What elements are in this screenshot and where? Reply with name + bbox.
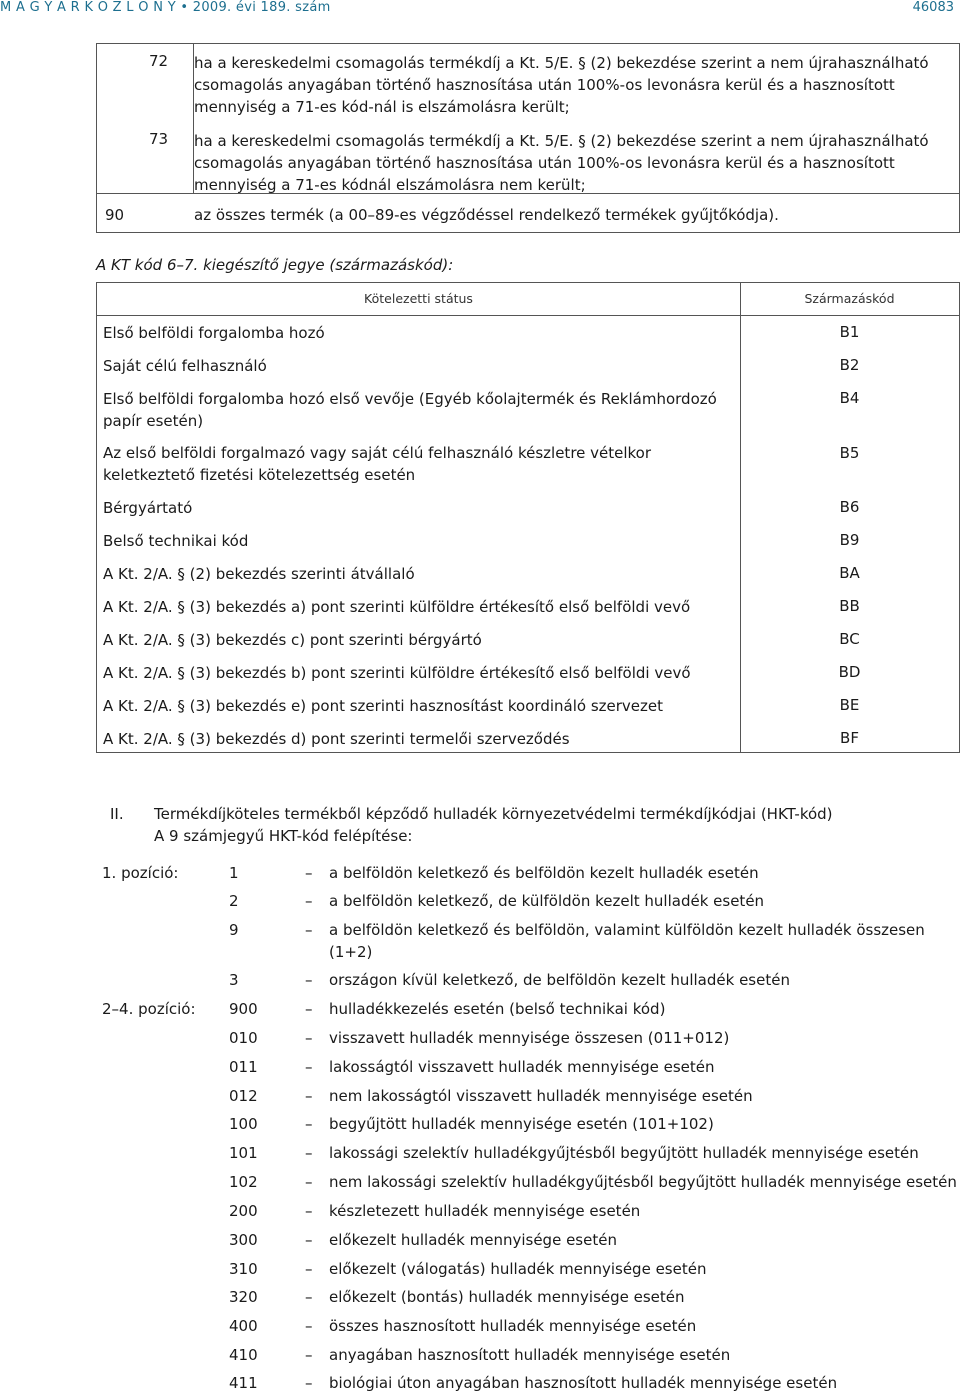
dash: – <box>305 1173 313 1191</box>
status-cell: A Kt. 2/A. § (3) bekezdés a) pont szerinti külföldre értékesítő első belföldi vevő <box>103 598 691 616</box>
hkt-description: begyűjtött hulladék mennyisége esetén (101+102) <box>329 1115 714 1133</box>
status-cell: Az első belföldi forgalmazó vagy saját célú felhasználó készletre vételkor keletkeztető fizetési kötelezettség esetén <box>103 444 652 484</box>
dash: – <box>305 921 313 939</box>
hkt-description: előkezelt (válogatás) hulladék mennyisége esetén <box>329 1260 707 1278</box>
column-header-status: Kötelezetti státus <box>364 291 473 306</box>
hkt-code: 200 <box>229 1202 258 1220</box>
code-cell: BA <box>839 564 860 582</box>
dash: – <box>305 892 313 910</box>
hkt-description: biológiai úton anyagában hasznosított hulladék mennyisége esetén <box>329 1374 838 1392</box>
status-cell: Belső technikai kód <box>103 532 249 550</box>
row-code: 73 <box>149 130 169 148</box>
hkt-description: anyagában hasznosított hulladék mennyisége esetén <box>329 1346 731 1364</box>
hkt-code: 410 <box>229 1346 258 1364</box>
hkt-code: 400 <box>229 1317 258 1335</box>
status-cell: A Kt. 2/A. § (3) bekezdés e) pont szerinti hasznosítást koordináló szervezet <box>103 697 663 715</box>
hkt-code: 1 <box>229 864 239 882</box>
status-cell: Első belföldi forgalomba hozó <box>103 324 325 342</box>
dash: – <box>305 1288 313 1306</box>
hkt-code: 3 <box>229 971 239 989</box>
code-cell: BE <box>839 696 860 714</box>
status-cell: Első belföldi forgalomba hozó első vevője (Egyéb kőolajtermék és Reklámhordozó papír esetén) <box>103 390 717 430</box>
hkt-code: 011 <box>229 1058 258 1076</box>
hkt-code: 012 <box>229 1087 258 1105</box>
hkt-code: 102 <box>229 1173 258 1191</box>
dash: – <box>305 1058 313 1076</box>
code-cell: B9 <box>839 531 860 549</box>
status-cell: A Kt. 2/A. § (3) bekezdés d) pont szerinti termelői szerveződés <box>103 730 570 748</box>
column-header-code: Származáskód <box>804 291 895 306</box>
hkt-code: 900 <box>229 1000 258 1018</box>
code-cell: BD <box>838 663 861 681</box>
section-number: II. <box>110 805 124 823</box>
code-cell: BB <box>839 597 860 615</box>
dash: – <box>305 1346 313 1364</box>
hkt-code: 101 <box>229 1144 258 1162</box>
status-cell: Bérgyártató <box>103 499 193 517</box>
table-divider <box>97 315 959 316</box>
hkt-code: 310 <box>229 1260 258 1278</box>
row-text: ha a kereskedelmi csomagolás termékdíj a Kt. 5/E. § (2) bekezdése szerint a nem újrahasználható csomagolás anyagában történő hasznosítása után 100%-os levonásra kerül és a hasznosított mennyiség a 71-es kód-nál is elszámolásra került; <box>194 54 929 116</box>
hkt-code: 300 <box>229 1231 258 1249</box>
dash: – <box>305 1260 313 1278</box>
code-cell: B2 <box>839 356 860 374</box>
code-cell: B6 <box>839 498 860 516</box>
hkt-description: lakosságtól visszavett hulladék mennyisége esetén <box>329 1058 715 1076</box>
dash: – <box>305 1231 313 1249</box>
position-label: 2–4. pozíció: <box>102 1000 196 1018</box>
hkt-description: előkezelt (bontás) hulladék mennyisége esetén <box>329 1288 685 1306</box>
code-cell: BC <box>839 630 860 648</box>
hkt-code: 100 <box>229 1115 258 1133</box>
dash: – <box>305 1374 313 1392</box>
hkt-code: 411 <box>229 1374 258 1392</box>
status-cell: A Kt. 2/A. § (3) bekezdés b) pont szerinti külföldre értékesítő első belföldi vevő <box>103 664 691 682</box>
hkt-description: nem lakossági szelektív hulladékgyűjtésből begyűjtött hulladék mennyisége esetén <box>329 1173 957 1191</box>
row-code: 72 <box>149 52 169 70</box>
section-title: Termékdíjköteles termékből képződő hulladék környezetvédelmi termékdíjkódjai (HKT-kód) <box>154 805 833 823</box>
status-cell: A Kt. 2/A. § (3) bekezdés c) pont szerinti bérgyártó <box>103 631 482 649</box>
dash: – <box>305 1000 313 1018</box>
dash: – <box>305 1202 313 1220</box>
origin-code-table <box>96 282 960 753</box>
hkt-description: országon kívül keletkező, de belföldön kezelt hulladék esetén <box>329 971 790 989</box>
dash: – <box>305 1029 313 1047</box>
hkt-description: készletezett hulladék mennyisége esetén <box>329 1202 641 1220</box>
top-code-table <box>96 43 960 233</box>
hkt-description: a belföldön keletkező és belföldön, valamint külföldön kezelt hulladék összesen (1+2) <box>329 921 925 961</box>
origin-code-caption: A KT kód 6–7. kiegészítő jegye (származáskód): <box>96 256 454 274</box>
hkt-description: lakossági szelektív hulladékgyűjtésből begyűjtött hulladék mennyisége esetén <box>329 1144 919 1162</box>
page-number: 46083 <box>912 0 954 15</box>
hkt-description: összes hasznosított hulladék mennyisége esetén <box>329 1317 697 1335</box>
section-subtitle: A 9 számjegyű HKT-kód felépítése: <box>154 827 413 845</box>
hkt-description: a belföldön keletkező, de külföldön kezelt hulladék esetén <box>329 892 765 910</box>
hkt-code: 010 <box>229 1029 258 1047</box>
running-head: M A G Y A R K Ö Z L Ö N Y • 2009. évi 189. szám <box>0 0 331 15</box>
hkt-description: hulladékkezelés esetén (belső technikai kód) <box>329 1000 666 1018</box>
code-cell: BF <box>840 729 859 747</box>
dash: – <box>305 1144 313 1162</box>
section-title-block <box>154 805 954 845</box>
table-divider <box>740 283 741 752</box>
dash: – <box>305 971 313 989</box>
hkt-description: visszavett hulladék mennyisége összesen (011+012) <box>329 1029 730 1047</box>
dash: – <box>305 1317 313 1335</box>
dash: – <box>305 1087 313 1105</box>
status-cell: Saját célú felhasználó <box>103 357 267 375</box>
row-text: ha a kereskedelmi csomagolás termékdíj a Kt. 5/E. § (2) bekezdése szerint a nem újrahasználható csomagolás anyagában történő hasznosítása után 100%-os levonásra kerül és a hasznosított mennyiség a 71-es kódnál elszámolásra nem került; <box>194 132 929 194</box>
code-cell: B5 <box>839 444 860 462</box>
code-cell: B4 <box>839 389 860 407</box>
hkt-code: 320 <box>229 1288 258 1306</box>
status-cell: A Kt. 2/A. § (2) bekezdés szerinti átvállaló <box>103 565 415 583</box>
hkt-code: 2 <box>229 892 239 910</box>
row-text: az összes termék (a 00–89-es végződéssel rendelkező termékek gyűjtőkódja). <box>194 206 779 224</box>
code-cell: B1 <box>839 323 860 341</box>
position-label: 1. pozíció: <box>102 864 179 882</box>
dash: – <box>305 864 313 882</box>
hkt-code: 9 <box>229 921 239 939</box>
hkt-description: a belföldön keletkező és belföldön kezelt hulladék esetén <box>329 864 759 882</box>
hkt-description: nem lakosságtól visszavett hulladék mennyisége esetén <box>329 1087 753 1105</box>
row-code: 90 <box>105 206 125 224</box>
dash: – <box>305 1115 313 1133</box>
hkt-description: előkezelt hulladék mennyisége esetén <box>329 1231 617 1249</box>
